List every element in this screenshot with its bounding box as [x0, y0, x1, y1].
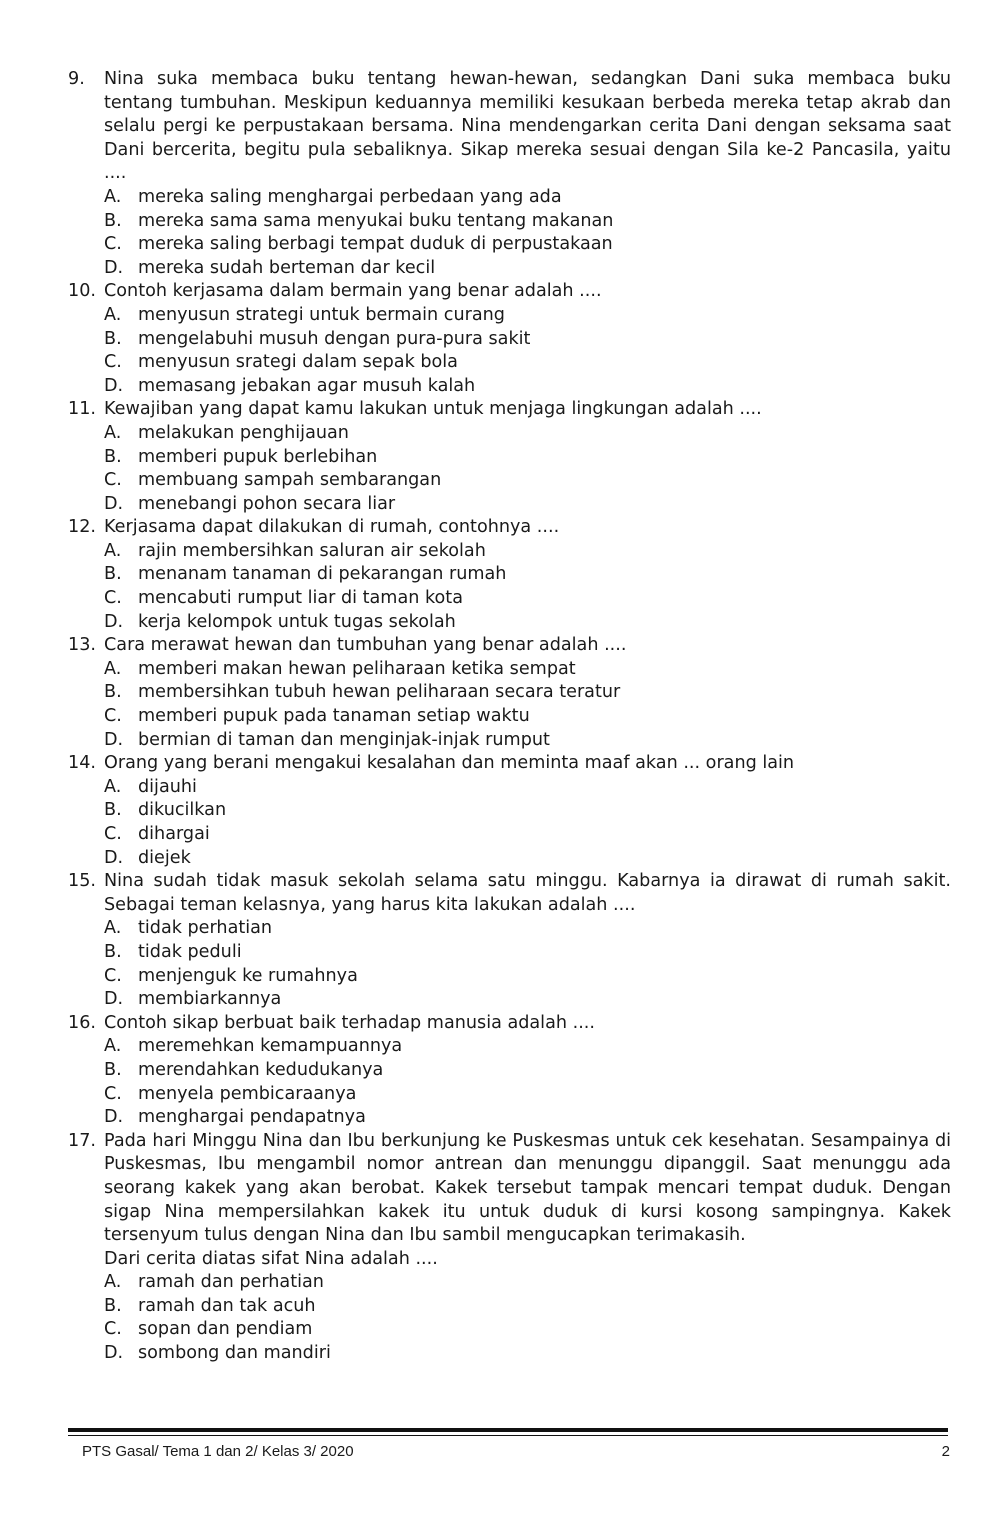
question-text: Kewajiban yang dapat kamu lakukan untuk menjaga lingkungan adalah ....	[104, 399, 762, 420]
option-c	[104, 587, 951, 611]
option-text: membuang sampah sembarangan	[138, 470, 442, 491]
option-text: menanam tanaman di pekarangan rumah	[138, 564, 507, 585]
option-letter: A.	[104, 540, 122, 561]
option-text: ramah dan tak acuh	[138, 1295, 316, 1316]
option-text: menyusun strategi untuk bermain curang	[138, 304, 505, 325]
option-b	[104, 799, 951, 823]
option-letter: C.	[104, 1319, 122, 1340]
question-text: Orang yang berani mengakui kesalahan dan meminta maaf akan ... orang lain	[104, 753, 795, 774]
option-letter: B.	[104, 941, 122, 962]
option-text: menyusun srategi dalam sepak bola	[138, 352, 458, 373]
option-letter: A.	[104, 1036, 122, 1057]
option-text: mereka saling berbagi tempat duduk di perpustakaan	[138, 234, 613, 255]
option-text: melakukan penghijauan	[138, 422, 349, 443]
option-letter: C.	[104, 470, 122, 491]
option-letter: D.	[104, 493, 124, 514]
option-letter: A.	[104, 776, 122, 797]
option-text: menebangi pohon secara liar	[138, 493, 396, 514]
option-letter: D.	[104, 729, 124, 750]
option-text: kerja kelompok untuk tugas sekolah	[138, 611, 456, 632]
option-d	[104, 493, 951, 517]
option-letter: B.	[104, 1295, 122, 1316]
option-letter: A.	[104, 918, 122, 939]
question-9	[68, 68, 951, 280]
option-text: memberi pupuk pada tanaman setiap waktu	[138, 706, 530, 727]
question-number: 16.	[68, 1012, 96, 1033]
option-text: membiarkannya	[138, 989, 282, 1010]
option-a	[104, 776, 951, 800]
option-b	[104, 681, 951, 705]
question-number: 9.	[68, 69, 85, 89]
option-b	[104, 210, 951, 234]
option-letter: B.	[104, 1059, 122, 1080]
option-text: mereka sudah berteman dar kecil	[138, 257, 436, 278]
option-text: memberi pupuk berlebihan	[138, 446, 378, 467]
option-d	[104, 988, 951, 1012]
option-text: mengelabuhi musuh dengan pura-pura sakit	[138, 328, 531, 349]
question-number: 15.	[68, 871, 96, 892]
question-text: Nina suka membaca buku tentang hewan-hewan, sedangkan Dani suka membaca buku tentang tumbuhan. Meskipun keduannya memiliki kesukaan berbeda mereka tetap akrab dan selalu pergi ke perpustakaan bersama. Nina mendengarkan cerita Dani dengan seksama saat Dani bercerita, begitu pula sebaliknya. Sikap mereka sesuai dengan Sila ke-2 Pancasila, yaitu ....	[104, 69, 951, 184]
option-letter: C.	[104, 824, 122, 844]
option-text: bermian di taman dan menginjak-injak rumput	[138, 729, 550, 750]
option-c	[104, 469, 951, 493]
option-letter: C.	[104, 965, 122, 986]
option-text: mencabuti rumput liar di taman kota	[138, 588, 463, 609]
question-11	[68, 398, 951, 516]
option-text: diejek	[138, 847, 191, 868]
option-letter: B.	[104, 328, 122, 349]
option-d	[104, 611, 951, 635]
option-text: mereka saling menghargai perbedaan yang ada	[138, 186, 562, 207]
option-letter: D.	[104, 1343, 124, 1364]
option-letter: D.	[104, 257, 124, 278]
option-c	[104, 233, 951, 257]
option-letter: D.	[104, 847, 124, 868]
footer-document-info: PTS Gasal/ Tema 1 dan 2/ Kelas 3/ 2020	[82, 1443, 354, 1460]
option-list	[104, 304, 951, 398]
question-number: 13.	[68, 635, 96, 656]
option-d	[104, 1106, 951, 1130]
option-list	[104, 776, 951, 870]
option-text: tidak perhatian	[138, 918, 273, 939]
question-number: 12.	[68, 517, 96, 538]
option-letter: B.	[104, 800, 122, 821]
option-letter: A.	[104, 186, 122, 207]
option-b	[104, 1295, 951, 1319]
question-text: Contoh kerjasama dalam bermain yang benar adalah ....	[104, 281, 602, 302]
option-letter: B.	[104, 446, 122, 467]
option-text: dihargai	[138, 824, 210, 844]
option-c	[104, 823, 951, 847]
option-text: ramah dan perhatian	[138, 1272, 324, 1293]
question-15	[68, 870, 951, 1012]
question-list	[68, 68, 951, 1366]
option-text: merendahkan kedudukanya	[138, 1059, 384, 1080]
option-letter: A.	[104, 658, 122, 679]
option-text: memasang jebakan agar musuh kalah	[138, 375, 476, 396]
option-d	[104, 1342, 951, 1366]
option-text: meremehkan kemampuannya	[138, 1036, 403, 1057]
option-letter: A.	[104, 422, 122, 443]
option-text: menjenguk ke rumahnya	[138, 965, 358, 986]
option-list	[104, 186, 951, 280]
option-a	[104, 540, 951, 564]
option-letter: C.	[104, 706, 122, 727]
option-d	[104, 375, 951, 399]
option-text: sombong dan mandiri	[138, 1343, 331, 1364]
option-letter: B.	[104, 682, 122, 703]
option-b	[104, 1059, 951, 1083]
footer-divider-thick	[68, 1428, 948, 1432]
option-a	[104, 1035, 951, 1059]
option-c	[104, 965, 951, 989]
option-d	[104, 847, 951, 871]
option-text: membersihkan tubuh hewan peliharaan secara teratur	[138, 682, 621, 703]
option-b	[104, 328, 951, 352]
option-b	[104, 446, 951, 470]
question-number: 10.	[68, 281, 96, 302]
footer-divider-thin	[68, 1435, 948, 1436]
question-text: Kerjasama dapat dilakukan di rumah, contohnya ....	[104, 517, 560, 538]
option-list	[104, 422, 951, 516]
question-14	[68, 752, 951, 870]
question-text: Pada hari Minggu Nina dan Ibu berkunjung ke Puskesmas untuk cek kesehatan. Sesampainya di Puskesmas, Ibu mengambil nomor antrean dan menunggu dipanggil. Saat menunggu ada seorang kakek yang akan berobat. Kakek tersebut tampak mencari tempat duduk. Dengan sigap Nina mempersilahkan kakek itu untuk duduk di kursi kosong sampingnya. Kakek tersenyum tulus dengan Nina dan Ibu sambil mengucapkan terimakasih.	[104, 1130, 951, 1246]
option-a	[104, 304, 951, 328]
question-17	[68, 1130, 951, 1366]
option-list	[104, 917, 951, 1011]
option-d	[104, 729, 951, 753]
option-a	[104, 658, 951, 682]
option-text: dijauhi	[138, 776, 197, 797]
option-letter: B.	[104, 564, 122, 585]
option-list	[104, 1035, 951, 1129]
option-letter: A.	[104, 304, 122, 325]
option-a	[104, 917, 951, 941]
question-number: 17.	[68, 1130, 96, 1151]
option-letter: D.	[104, 1107, 124, 1128]
option-c	[104, 705, 951, 729]
option-text: mereka sama sama menyukai buku tentang makanan	[138, 210, 614, 231]
option-b	[104, 563, 951, 587]
question-number: 14.	[68, 753, 96, 774]
question-16	[68, 1012, 951, 1130]
question-text: Nina sudah tidak masuk sekolah selama satu minggu. Kabarnya ia dirawat di rumah sakit. Sebagai teman kelasnya, yang harus kita lakukan adalah ....	[104, 871, 951, 915]
option-letter: C.	[104, 234, 122, 255]
question-number: 11.	[68, 399, 96, 420]
option-list	[104, 1271, 951, 1365]
question-text: Contoh sikap berbuat baik terhadap manusia adalah ....	[104, 1012, 595, 1033]
option-letter: A.	[104, 1272, 122, 1293]
option-a	[104, 1271, 951, 1295]
option-letter: C.	[104, 352, 122, 373]
option-letter: D.	[104, 989, 124, 1010]
page-number: 2	[941, 1443, 950, 1460]
option-a	[104, 186, 951, 210]
option-text: memberi makan hewan peliharaan ketika sempat	[138, 658, 576, 679]
question-10	[68, 280, 951, 398]
question-followup: Dari cerita diatas sifat Nina adalah ....	[104, 1248, 438, 1269]
option-text: rajin membersihkan saluran air sekolah	[138, 540, 486, 561]
option-text: dikucilkan	[138, 800, 227, 821]
option-c	[104, 1083, 951, 1107]
option-letter: C.	[104, 1083, 122, 1104]
option-letter: B.	[104, 210, 122, 231]
option-letter: D.	[104, 611, 124, 632]
option-text: menghargai pendapatnya	[138, 1107, 366, 1128]
option-c	[104, 1318, 951, 1342]
option-a	[104, 422, 951, 446]
option-c	[104, 351, 951, 375]
option-text: tidak peduli	[138, 941, 242, 962]
option-text: menyela pembicaraanya	[138, 1083, 357, 1104]
question-13	[68, 634, 951, 752]
option-b	[104, 941, 951, 965]
question-12	[68, 516, 951, 634]
option-text: sopan dan pendiam	[138, 1319, 313, 1340]
question-text: Cara merawat hewan dan tumbuhan yang benar adalah ....	[104, 635, 627, 656]
option-letter: C.	[104, 588, 122, 609]
option-letter: D.	[104, 375, 124, 396]
option-list	[104, 540, 951, 634]
option-d	[104, 257, 951, 281]
option-list	[104, 658, 951, 752]
